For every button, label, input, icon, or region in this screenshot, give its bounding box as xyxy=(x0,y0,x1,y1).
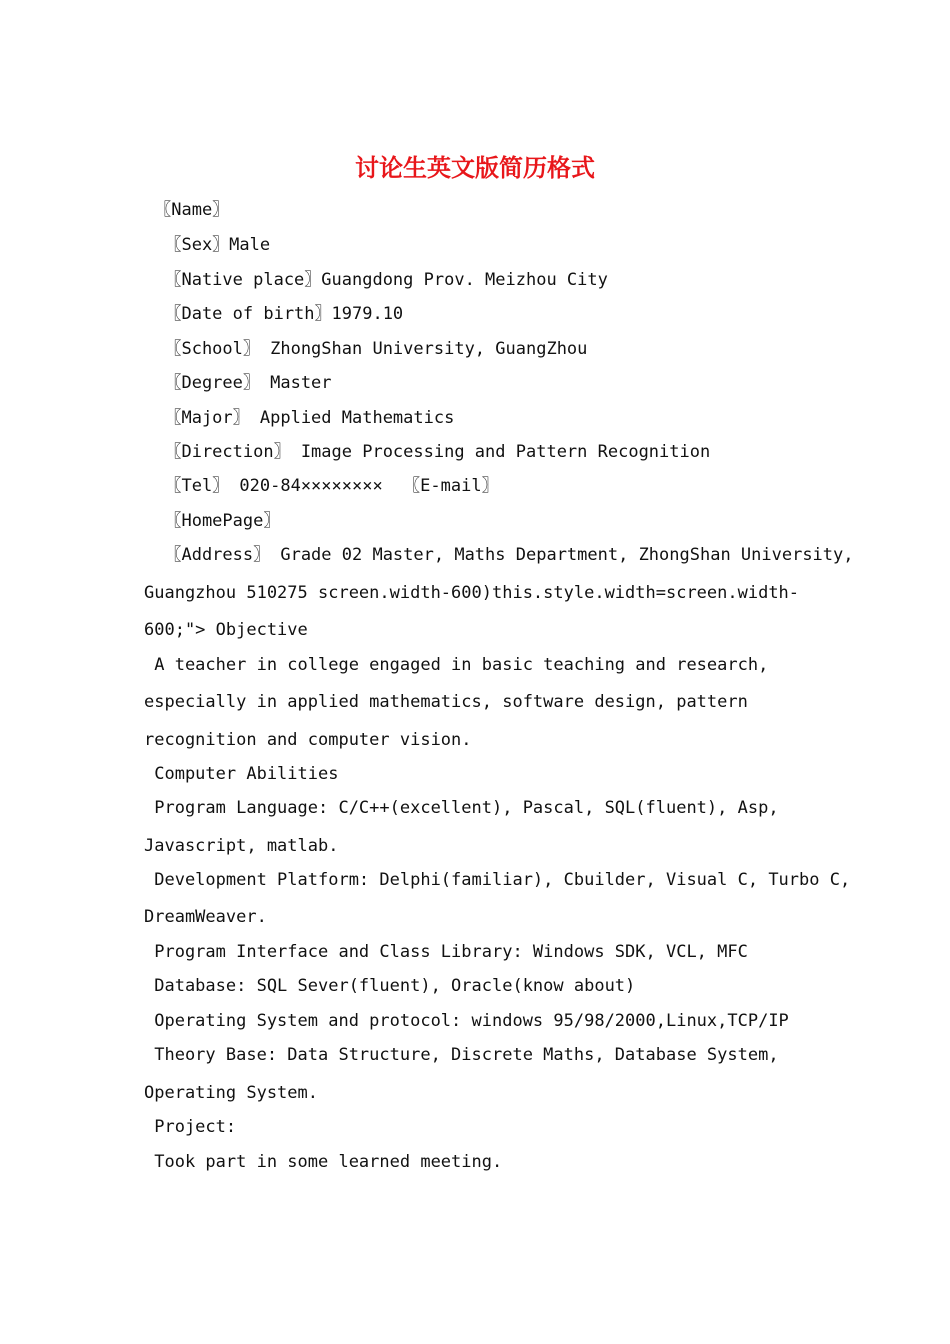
theory-base-continued: Operating System. xyxy=(144,1083,318,1103)
computer-abilities-heading: Computer Abilities xyxy=(144,764,339,784)
project-heading: Project: xyxy=(144,1117,237,1137)
field-address: 〖Address〗 Grade 02 Master, Maths Department, ZhongShan University, xyxy=(144,545,854,565)
development-platform: Development Platform: Delphi(familiar), Cbuilder, Visual C, Turbo C, xyxy=(144,870,851,890)
field-degree: 〖Degree〗 Master xyxy=(144,373,332,393)
program-language: Program Language: C/C++(excellent), Pascal, SQL(fluent), Asp, xyxy=(144,798,779,818)
objective-text-1: A teacher in college engaged in basic teaching and research, xyxy=(144,655,769,675)
field-major: 〖Major〗 Applied Mathematics xyxy=(144,408,455,428)
objective-text-3: recognition and computer vision. xyxy=(144,730,472,750)
field-name: 〖Name〗 xyxy=(144,200,230,220)
document-title: 讨论生英文版简历格式 xyxy=(355,153,595,182)
field-homepage: 〖HomePage〗 xyxy=(144,511,281,531)
field-address-continued: Guangzhou 510275 screen.width-600)this.style.width=screen.width- xyxy=(144,583,800,603)
program-interface: Program Interface and Class Library: Windows SDK, VCL, MFC xyxy=(144,942,748,962)
objective-text-2: especially in applied mathematics, software design, pattern xyxy=(144,692,748,712)
theory-base: Theory Base: Data Structure, Discrete Maths, Database System, xyxy=(144,1045,779,1065)
operating-system: Operating System and protocol: windows 95/98/2000,Linux,TCP/IP xyxy=(144,1011,789,1031)
development-platform-continued: DreamWeaver. xyxy=(144,907,267,927)
field-sex: 〖Sex〗Male xyxy=(144,235,271,255)
field-date-of-birth: 〖Date of birth〗1979.10 xyxy=(144,304,404,324)
field-native-place: 〖Native place〗Guangdong Prov. Meizhou City xyxy=(144,270,608,290)
project-text: Took part in some learned meeting. xyxy=(144,1152,503,1172)
objective-heading: 600;"> Objective xyxy=(144,620,308,640)
program-language-continued: Javascript, matlab. xyxy=(144,836,339,856)
field-school: 〖School〗 ZhongShan University, GuangZhou xyxy=(144,339,588,359)
database: Database: SQL Sever(fluent), Oracle(know about) xyxy=(144,976,636,996)
field-direction: 〖Direction〗 Image Processing and Pattern Recognition xyxy=(144,442,711,462)
field-tel-email: 〖Tel〗 020-84×××××××× 〖E-mail〗 xyxy=(144,476,499,496)
